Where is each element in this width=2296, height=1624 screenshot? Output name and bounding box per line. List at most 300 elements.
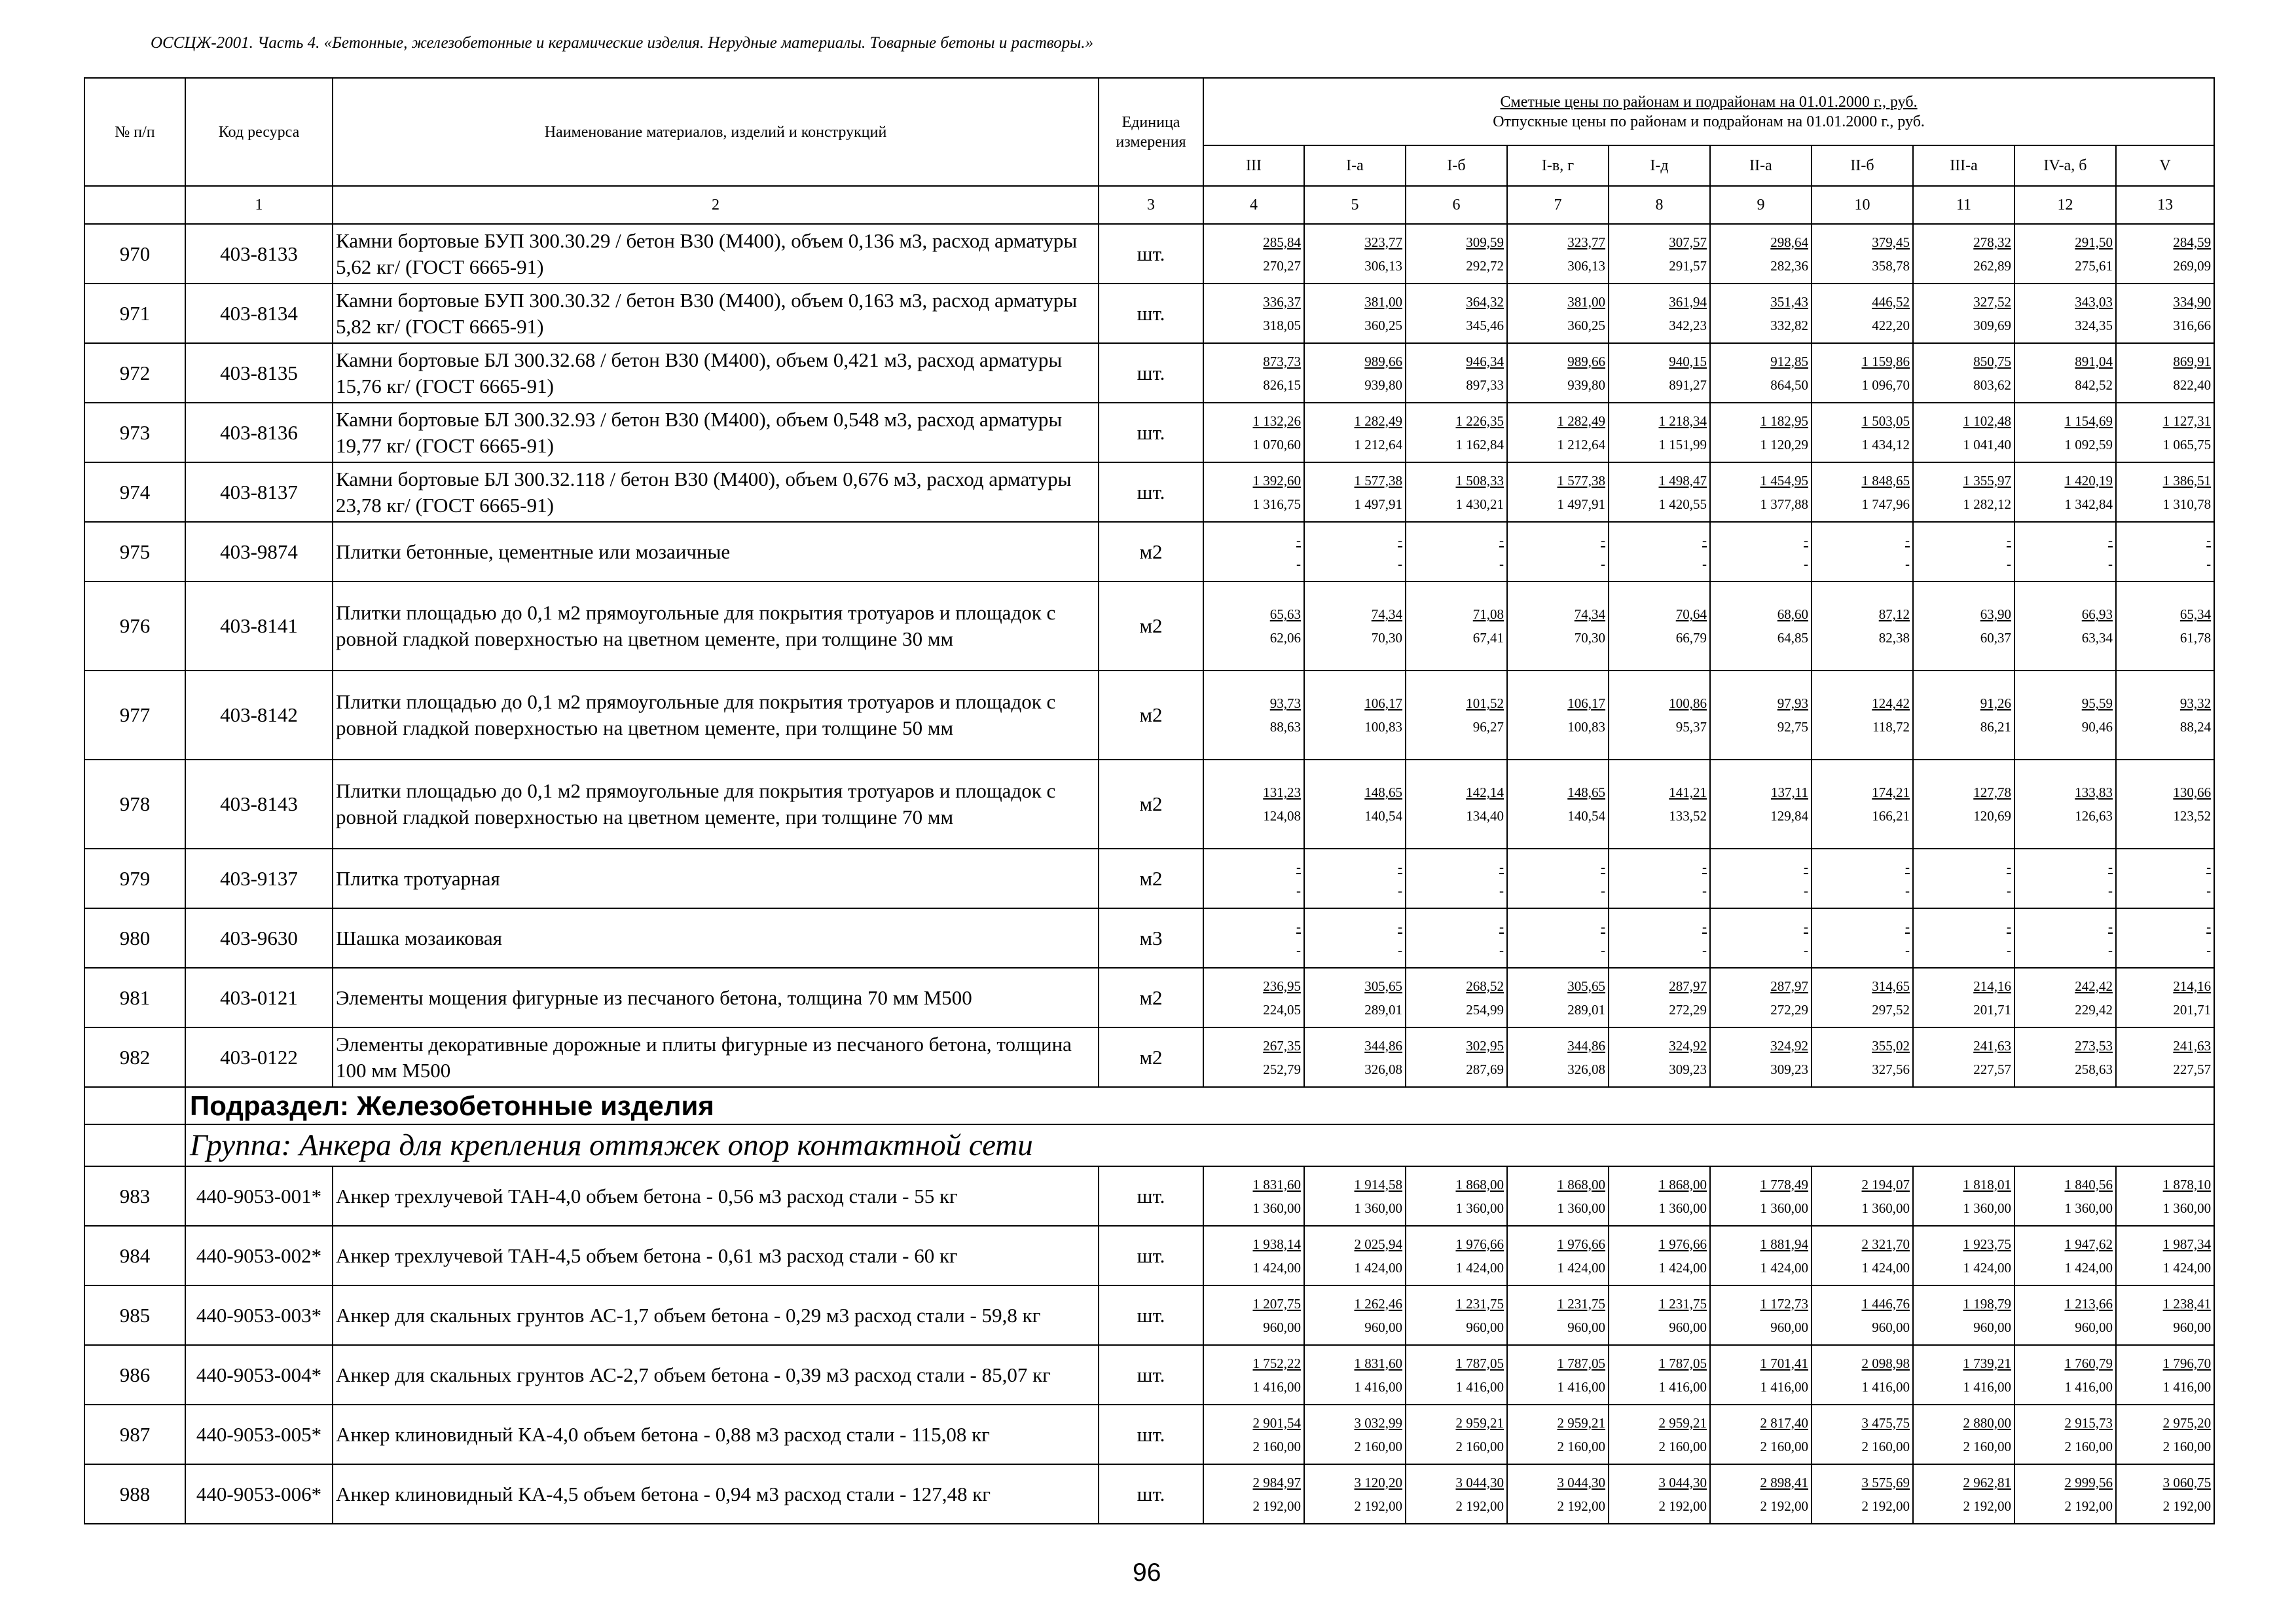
estimate-price: 268,52 <box>1466 978 1504 994</box>
release-price: 826,15 <box>1263 377 1301 393</box>
release-price: 2 192,00 <box>1963 1498 2011 1514</box>
region-header: I-в, г <box>1507 145 1609 186</box>
estimate-price: 1 938,14 <box>1252 1236 1301 1252</box>
estimate-price: 1 831,60 <box>1354 1355 1402 1371</box>
release-price: 1 420,55 <box>1658 496 1707 512</box>
price-cell <box>1710 403 1812 462</box>
price-cell <box>1812 1166 1913 1226</box>
resource-code: 440-9053-006* <box>185 1464 333 1524</box>
item-name: Плитки площадью до 0,1 м2 прямоугольные для покрытия тротуаров и площадок с ровной гладкой поверхностью на цветном цементе, при толщине 30 мм <box>333 581 1099 671</box>
row-number: 978 <box>84 760 185 849</box>
release-price: 140,54 <box>1567 808 1605 824</box>
table-row <box>84 1226 2214 1285</box>
column-number: 5 <box>1304 186 1406 224</box>
price-cell <box>1710 284 1812 343</box>
price-cell <box>1507 522 1609 581</box>
release-price: 960,00 <box>1669 1319 1707 1335</box>
price-cell <box>1913 581 2014 671</box>
price-cell <box>1304 1285 1406 1345</box>
region-header: II-б <box>1812 145 1913 186</box>
release-price: 289,01 <box>1364 1001 1402 1018</box>
release-price: 1 424,00 <box>1354 1259 1402 1276</box>
estimate-price: 2 025,94 <box>1354 1236 1402 1252</box>
price-cell <box>1406 671 1507 760</box>
table-row <box>84 581 2214 671</box>
price-cell <box>1710 1405 1812 1464</box>
column-number: 1 <box>185 186 333 224</box>
estimate-price: - <box>2108 858 2113 875</box>
estimate-price: 351,43 <box>1770 293 1808 310</box>
release-price: - <box>2206 555 2212 572</box>
unit: шт. <box>1099 462 1203 522</box>
estimate-price: 343,03 <box>2075 293 2113 310</box>
release-price: 2 192,00 <box>1557 1498 1605 1514</box>
estimate-price: 70,64 <box>1675 606 1707 622</box>
row-number: 986 <box>84 1345 185 1405</box>
price-cell <box>2014 403 2116 462</box>
release-price: 287,69 <box>1466 1061 1504 1077</box>
resource-code: 403-8137 <box>185 462 333 522</box>
estimate-price: 1 127,31 <box>2162 413 2212 429</box>
estimate-price: 93,73 <box>1269 695 1301 711</box>
release-price: 252,79 <box>1263 1061 1301 1077</box>
row-number: 988 <box>84 1464 185 1524</box>
column-number-row <box>84 186 2214 224</box>
price-cell <box>2116 1464 2214 1524</box>
estimate-price: - <box>2206 918 2212 934</box>
resource-code: 440-9053-005* <box>185 1405 333 1464</box>
release-price: 227,57 <box>2173 1061 2212 1077</box>
price-cell <box>1710 1285 1812 1345</box>
release-price: 1 065,75 <box>2162 436 2212 452</box>
estimate-price: 214,16 <box>1973 978 2011 994</box>
price-cell <box>1406 849 1507 908</box>
price-cell <box>2116 1285 2214 1345</box>
estimate-price: 1 976,66 <box>1557 1236 1605 1252</box>
price-cell <box>1710 849 1812 908</box>
price-cell <box>1710 462 1812 522</box>
release-price: 123,52 <box>2173 808 2212 824</box>
unit: м2 <box>1099 581 1203 671</box>
estimate-price: - <box>1905 858 1910 875</box>
estimate-price: 1 976,66 <box>1455 1236 1504 1252</box>
price-cell <box>1913 968 2014 1027</box>
release-price: - <box>1499 942 1504 958</box>
estimate-price: 344,86 <box>1364 1037 1402 1054</box>
release-price: 2 192,00 <box>1354 1498 1402 1514</box>
header-prices <box>1203 78 2214 145</box>
row-number: 987 <box>84 1405 185 1464</box>
release-price: 309,23 <box>1770 1061 1808 1077</box>
price-cell <box>1812 1285 1913 1345</box>
estimate-price: 66,93 <box>2081 606 2113 622</box>
estimate-price: 334,90 <box>2173 293 2212 310</box>
estimate-price: 3 044,30 <box>1455 1474 1504 1490</box>
price-cell <box>1812 581 1913 671</box>
price-cell <box>1710 671 1812 760</box>
row-number: 980 <box>84 908 185 968</box>
estimate-price: 242,42 <box>2075 978 2113 994</box>
release-price: 1 360,00 <box>1252 1200 1301 1216</box>
release-price: 1 377,88 <box>1760 496 1808 512</box>
release-price: - <box>2108 555 2113 572</box>
release-price: 1 342,84 <box>2064 496 2113 512</box>
release-price: 960,00 <box>2075 1319 2113 1335</box>
release-price: 166,21 <box>1872 808 1910 824</box>
price-cell <box>1710 1166 1812 1226</box>
price-cell <box>1304 849 1406 908</box>
release-price: 309,69 <box>1973 317 2011 333</box>
estimate-price: - <box>2108 918 2113 934</box>
release-price: 897,33 <box>1466 377 1504 393</box>
price-cell <box>1406 522 1507 581</box>
estimate-price: 133,83 <box>2075 784 2113 800</box>
table-row <box>84 671 2214 760</box>
release-price: 358,78 <box>1872 257 1910 274</box>
row-number: 985 <box>84 1285 185 1345</box>
release-price: 2 160,00 <box>1658 1438 1707 1454</box>
price-cell <box>1304 1027 1406 1087</box>
estimate-price: 1 577,38 <box>1557 472 1605 489</box>
price-cell <box>1507 760 1609 849</box>
estimate-price: - <box>1499 918 1504 934</box>
price-cell <box>2014 522 2116 581</box>
estimate-price: 1 760,79 <box>2064 1355 2113 1371</box>
estimate-price: 142,14 <box>1466 784 1504 800</box>
unit: м2 <box>1099 968 1203 1027</box>
price-cell <box>1203 343 1304 403</box>
price-cell <box>1710 1226 1812 1285</box>
row-number: 979 <box>84 849 185 908</box>
estimate-price: - <box>1398 532 1402 548</box>
release-price: 326,08 <box>1364 1061 1402 1077</box>
region-header: I-б <box>1406 145 1507 186</box>
price-cell <box>1913 1464 2014 1524</box>
price-cell <box>1304 968 1406 1027</box>
release-price: 891,27 <box>1669 377 1707 393</box>
release-price: 262,89 <box>1973 257 2011 274</box>
release-price: - <box>1499 555 1504 572</box>
price-cell <box>1507 1464 1609 1524</box>
estimate-price: 1 172,73 <box>1760 1295 1808 1312</box>
region-header: I-а <box>1304 145 1406 186</box>
item-name: Камни бортовые БЛ 300.32.118 / бетон В30 (М400), объем 0,676 м3, расход арматуры 23,78 кг/ (ГОСТ 6665-91) <box>333 462 1099 522</box>
resource-code: 440-9053-001* <box>185 1166 333 1226</box>
price-cell <box>2014 760 2116 849</box>
release-price: 129,84 <box>1770 808 1808 824</box>
release-price: 960,00 <box>1872 1319 1910 1335</box>
unit: шт. <box>1099 1405 1203 1464</box>
estimate-price: 361,94 <box>1669 293 1707 310</box>
unit: шт. <box>1099 1285 1203 1345</box>
price-cell <box>1507 1285 1609 1345</box>
release-price: 2 160,00 <box>1557 1438 1605 1454</box>
estimate-price: 287,97 <box>1770 978 1808 994</box>
price-cell <box>1203 462 1304 522</box>
estimate-price: - <box>1398 918 1402 934</box>
column-number: 11 <box>1913 186 2014 224</box>
estimate-price: 1 392,60 <box>1252 472 1301 489</box>
price-cell <box>1203 581 1304 671</box>
estimate-price: 65,63 <box>1269 606 1301 622</box>
release-price: 201,71 <box>2173 1001 2212 1018</box>
column-number-empty <box>84 186 185 224</box>
price-cell <box>1203 671 1304 760</box>
column-number: 12 <box>2014 186 2116 224</box>
release-price: 1 416,00 <box>1455 1378 1504 1395</box>
estimate-price: - <box>1702 858 1707 875</box>
estimate-price: 1 881,94 <box>1760 1236 1808 1252</box>
item-name: Плитки бетонные, цементные или мозаичные <box>333 522 1099 581</box>
estimate-price: - <box>1702 918 1707 934</box>
price-cell <box>1203 522 1304 581</box>
price-cell <box>2014 581 2116 671</box>
item-name: Шашка мозаиковая <box>333 908 1099 968</box>
page-number: 96 <box>1133 1559 1161 1587</box>
estimate-price: 174,21 <box>1872 784 1910 800</box>
estimate-price: 1 102,48 <box>1963 413 2011 429</box>
estimate-price: 2 898,41 <box>1760 1474 1808 1490</box>
estimate-price: 1 739,21 <box>1963 1355 2011 1371</box>
price-cell <box>1812 462 1913 522</box>
release-price: 70,30 <box>1371 630 1402 646</box>
resource-code: 403-8134 <box>185 284 333 343</box>
release-price: 960,00 <box>1263 1319 1301 1335</box>
release-price: 960,00 <box>2173 1319 2212 1335</box>
release-price: 306,13 <box>1364 257 1402 274</box>
price-cell <box>1609 968 1710 1027</box>
release-price: 1 360,00 <box>1760 1200 1808 1216</box>
resource-code: 440-9053-002* <box>185 1226 333 1285</box>
release-price: 1 282,12 <box>1963 496 2011 512</box>
price-cell <box>1913 1166 2014 1226</box>
release-price: 100,83 <box>1364 719 1402 735</box>
price-cell <box>1913 1226 2014 1285</box>
release-price: 133,52 <box>1669 808 1707 824</box>
item-name: Анкер для скальных грунтов АС-2,7 объем бетона - 0,39 м3 расход стали - 85,07 кг <box>333 1345 1099 1405</box>
estimate-price: 1 701,41 <box>1760 1355 1808 1371</box>
release-price: 1 316,75 <box>1252 496 1301 512</box>
release-price: 960,00 <box>1973 1319 2011 1335</box>
estimate-price: 1 878,10 <box>2162 1176 2212 1192</box>
release-price: 318,05 <box>1263 317 1301 333</box>
release-price: 1 360,00 <box>2064 1200 2113 1216</box>
header-name: Наименование материалов, изделий и конструкций <box>333 78 1099 186</box>
price-cell <box>1507 581 1609 671</box>
price-cell <box>1507 343 1609 403</box>
estimate-price: - <box>2206 532 2212 548</box>
estimate-price: - <box>1499 532 1504 548</box>
estimate-price: 1 778,49 <box>1760 1176 1808 1192</box>
item-name: Плитка тротуарная <box>333 849 1099 908</box>
release-price: 61,78 <box>2179 630 2212 646</box>
price-cell <box>1406 1166 1507 1226</box>
price-cell <box>1507 1405 1609 1464</box>
price-cell <box>1913 849 2014 908</box>
table-row <box>84 284 2214 343</box>
estimate-price: - <box>2007 858 2011 875</box>
estimate-price: 1 787,05 <box>1455 1355 1504 1371</box>
release-price: 1 424,00 <box>1963 1259 2011 1276</box>
table-row <box>84 1027 2214 1087</box>
release-price: - <box>2206 942 2212 958</box>
price-cell <box>1609 403 1710 462</box>
estimate-price: - <box>2007 532 2011 548</box>
price-cell <box>1812 1405 1913 1464</box>
row-number: 972 <box>84 343 185 403</box>
price-cell <box>1304 343 1406 403</box>
estimate-price: 1 752,22 <box>1252 1355 1301 1371</box>
price-cell <box>2014 849 2116 908</box>
estimate-price: 130,66 <box>2173 784 2212 800</box>
estimate-price: 2 915,73 <box>2064 1414 2113 1431</box>
release-price: - <box>2007 555 2011 572</box>
price-cell <box>2116 224 2214 284</box>
release-price: 2 160,00 <box>1861 1438 1910 1454</box>
release-price: 96,27 <box>1472 719 1504 735</box>
estimate-price: 278,32 <box>1973 234 2011 250</box>
price-cell <box>1609 1405 1710 1464</box>
table-row <box>84 968 2214 1027</box>
estimate-price: 74,34 <box>1371 606 1402 622</box>
price-cell <box>1406 581 1507 671</box>
price-cell <box>1609 1027 1710 1087</box>
column-number: 8 <box>1609 186 1710 224</box>
estimate-price: 1 976,66 <box>1658 1236 1707 1252</box>
subsection-row <box>84 1087 2214 1124</box>
estimate-price: 364,32 <box>1466 293 1504 310</box>
price-cell <box>1710 1345 1812 1405</box>
estimate-price: 1 231,75 <box>1658 1295 1707 1312</box>
estimate-price: 1 355,97 <box>1963 472 2011 489</box>
resource-code: 403-8143 <box>185 760 333 849</box>
price-cell <box>1507 1345 1609 1405</box>
release-price: 86,21 <box>1980 719 2011 735</box>
price-cell <box>1609 1345 1710 1405</box>
release-price: 90,46 <box>2081 719 2113 735</box>
release-price: - <box>1296 555 1301 572</box>
unit: м2 <box>1099 1027 1203 1087</box>
estimate-price: 287,97 <box>1669 978 1707 994</box>
release-price: 297,52 <box>1872 1001 1910 1018</box>
unit: шт. <box>1099 1464 1203 1524</box>
column-number: 3 <box>1099 186 1203 224</box>
release-price: - <box>2108 942 2113 958</box>
price-cell <box>1304 1464 1406 1524</box>
release-price: 282,36 <box>1770 257 1808 274</box>
estimate-price: 2 880,00 <box>1963 1414 2011 1431</box>
release-price: 272,29 <box>1669 1001 1707 1018</box>
price-cell <box>1203 1226 1304 1285</box>
release-price: 88,63 <box>1269 719 1301 735</box>
price-cell <box>1913 1345 2014 1405</box>
estimate-price: 1 207,75 <box>1252 1295 1301 1312</box>
price-cell <box>1609 908 1710 968</box>
price-cell <box>2014 1166 2116 1226</box>
estimate-price: 2 321,70 <box>1861 1236 1910 1252</box>
estimate-price: 141,21 <box>1669 784 1707 800</box>
estimate-price: 2 959,21 <box>1455 1414 1504 1431</box>
release-price: 822,40 <box>2173 377 2212 393</box>
release-price: 960,00 <box>1364 1319 1402 1335</box>
price-cell <box>2116 403 2214 462</box>
release-price: - <box>2007 942 2011 958</box>
price-cell <box>1304 522 1406 581</box>
region-header: V <box>2116 145 2214 186</box>
estimate-price: 106,17 <box>1567 695 1605 711</box>
estimate-price: 324,92 <box>1770 1037 1808 1054</box>
release-price: 1 360,00 <box>1963 1200 2011 1216</box>
estimate-price: 1 238,41 <box>2162 1295 2212 1312</box>
estimate-price: 1 231,75 <box>1557 1295 1605 1312</box>
unit: м3 <box>1099 908 1203 968</box>
column-number: 6 <box>1406 186 1507 224</box>
estimate-price: 1 947,62 <box>2064 1236 2113 1252</box>
estimate-price: 2 959,21 <box>1557 1414 1605 1431</box>
estimate-price: 1 987,34 <box>2162 1236 2212 1252</box>
price-cell <box>1812 1464 1913 1524</box>
price-table <box>84 77 2215 1524</box>
column-number: 13 <box>2116 186 2214 224</box>
estimate-price: 381,00 <box>1567 293 1605 310</box>
price-cell <box>1812 224 1913 284</box>
release-price: 64,85 <box>1777 630 1808 646</box>
price-cell <box>2116 908 2214 968</box>
estimate-price: 101,52 <box>1466 695 1504 711</box>
price-cell <box>2014 1285 2116 1345</box>
table-row <box>84 760 2214 849</box>
release-price: 960,00 <box>1770 1319 1808 1335</box>
estimate-price: 1 868,00 <box>1455 1176 1504 1192</box>
price-cell <box>1812 403 1913 462</box>
release-price: 63,34 <box>2081 630 2113 646</box>
release-price: 1 424,00 <box>1760 1259 1808 1276</box>
release-price: 2 192,00 <box>1455 1498 1504 1514</box>
table-body-anchors <box>84 1166 2214 1524</box>
release-price: 82,38 <box>1878 630 1910 646</box>
estimate-price: - <box>2108 532 2113 548</box>
price-cell <box>1406 1285 1507 1345</box>
estimate-price: 2 817,40 <box>1760 1414 1808 1431</box>
estimate-price: 327,52 <box>1973 293 2011 310</box>
release-price: 327,56 <box>1872 1061 1910 1077</box>
release-price: 140,54 <box>1364 808 1402 824</box>
estimate-price: 336,37 <box>1263 293 1301 310</box>
release-price: 120,69 <box>1973 808 2011 824</box>
price-cell <box>1304 224 1406 284</box>
price-cell <box>2014 462 2116 522</box>
price-cell <box>1913 224 2014 284</box>
item-name: Плитки площадью до 0,1 м2 прямоугольные для покрытия тротуаров и площадок с ровной гладкой поверхностью на цветном цементе, при толщине 70 мм <box>333 760 1099 849</box>
price-cell <box>1304 671 1406 760</box>
item-name: Камни бортовые БЛ 300.32.93 / бетон В30 (М400), объем 0,548 м3, расход арматуры 19,77 кг/ (ГОСТ 6665-91) <box>333 403 1099 462</box>
price-cell <box>2014 224 2116 284</box>
release-price: 1 162,84 <box>1455 436 1504 452</box>
item-name: Элементы декоративные дорожные и плиты фигурные из песчаного бетона, толщина 100 мм М500 <box>333 1027 1099 1087</box>
price-cell <box>1812 1226 1913 1285</box>
table-row <box>84 908 2214 968</box>
price-cell <box>2116 849 2214 908</box>
estimate-price: 1 198,79 <box>1963 1295 2011 1312</box>
estimate-price: 946,34 <box>1466 353 1504 369</box>
price-cell <box>2014 284 2116 343</box>
column-number: 4 <box>1203 186 1304 224</box>
estimate-price: 381,00 <box>1364 293 1402 310</box>
price-cell <box>1304 581 1406 671</box>
price-cell <box>1406 908 1507 968</box>
price-cell <box>2014 343 2116 403</box>
price-cell <box>1203 1464 1304 1524</box>
